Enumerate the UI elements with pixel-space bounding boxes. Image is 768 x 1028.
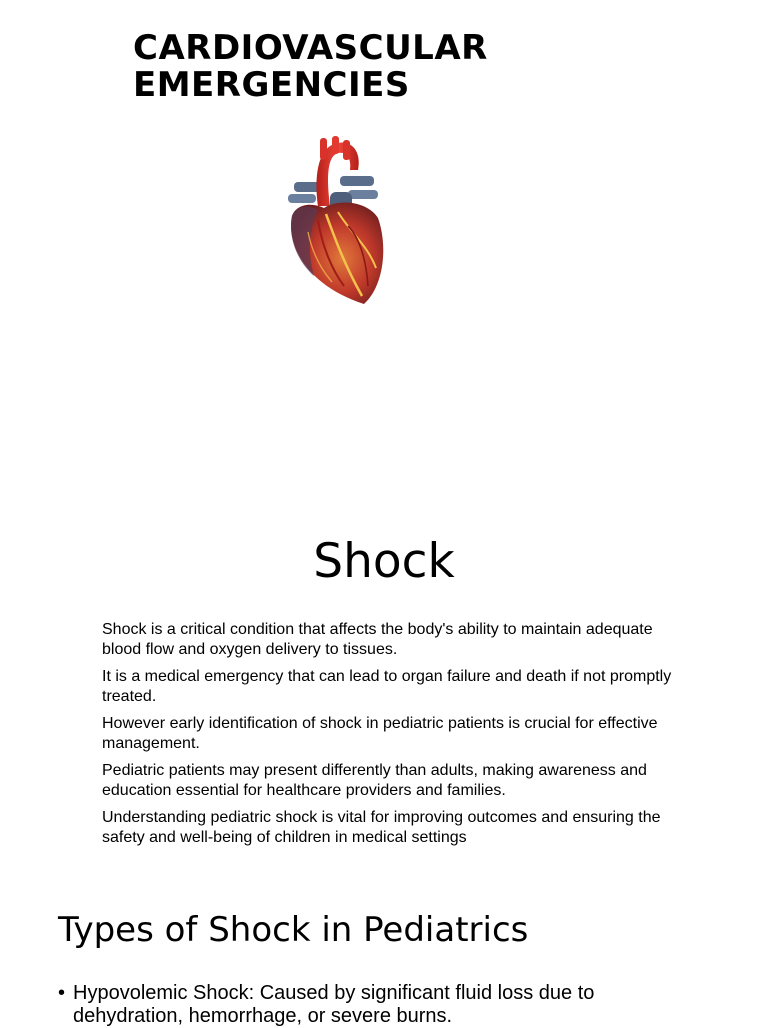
slide-types-of-shock bbox=[0, 890, 768, 1027]
slide-title: Shock bbox=[313, 534, 455, 589]
slide-cardiovascular-emergencies bbox=[0, 0, 768, 500]
slide-shock bbox=[0, 500, 768, 890]
slide-body bbox=[102, 620, 682, 855]
bullet-icon: • bbox=[58, 982, 66, 1004]
slide-title: Types of Shock in Pediatrics bbox=[58, 910, 529, 950]
bullet-list bbox=[58, 982, 658, 1028]
paragraph: However early identification of shock in pediatric patients is crucial for effective management. bbox=[102, 715, 658, 752]
heart-illustration bbox=[278, 136, 390, 308]
list-item bbox=[58, 982, 658, 1028]
title-line-1: CARDIOVASCULAR bbox=[133, 28, 488, 68]
paragraph: Shock is a critical condition that affects the body's ability to maintain adequate blood flow and oxygen delivery to tissues. bbox=[102, 621, 653, 658]
paragraph: Understanding pediatric shock is vital for improving outcomes and ensuring the safety and well-being of children in medical settings bbox=[102, 809, 661, 846]
slide-title bbox=[133, 30, 693, 104]
bullet-text: Hypovolemic Shock: Caused by significant fluid loss due to dehydration, hemorrhage, or severe burns. bbox=[73, 982, 595, 1027]
paragraph: It is a medical emergency that can lead to organ failure and death if not promptly treated. bbox=[102, 668, 672, 705]
title-line-2: EMERGENCIES bbox=[133, 65, 410, 105]
paragraph: Pediatric patients may present differently than adults, making awareness and education essential for healthcare providers and families. bbox=[102, 762, 647, 799]
